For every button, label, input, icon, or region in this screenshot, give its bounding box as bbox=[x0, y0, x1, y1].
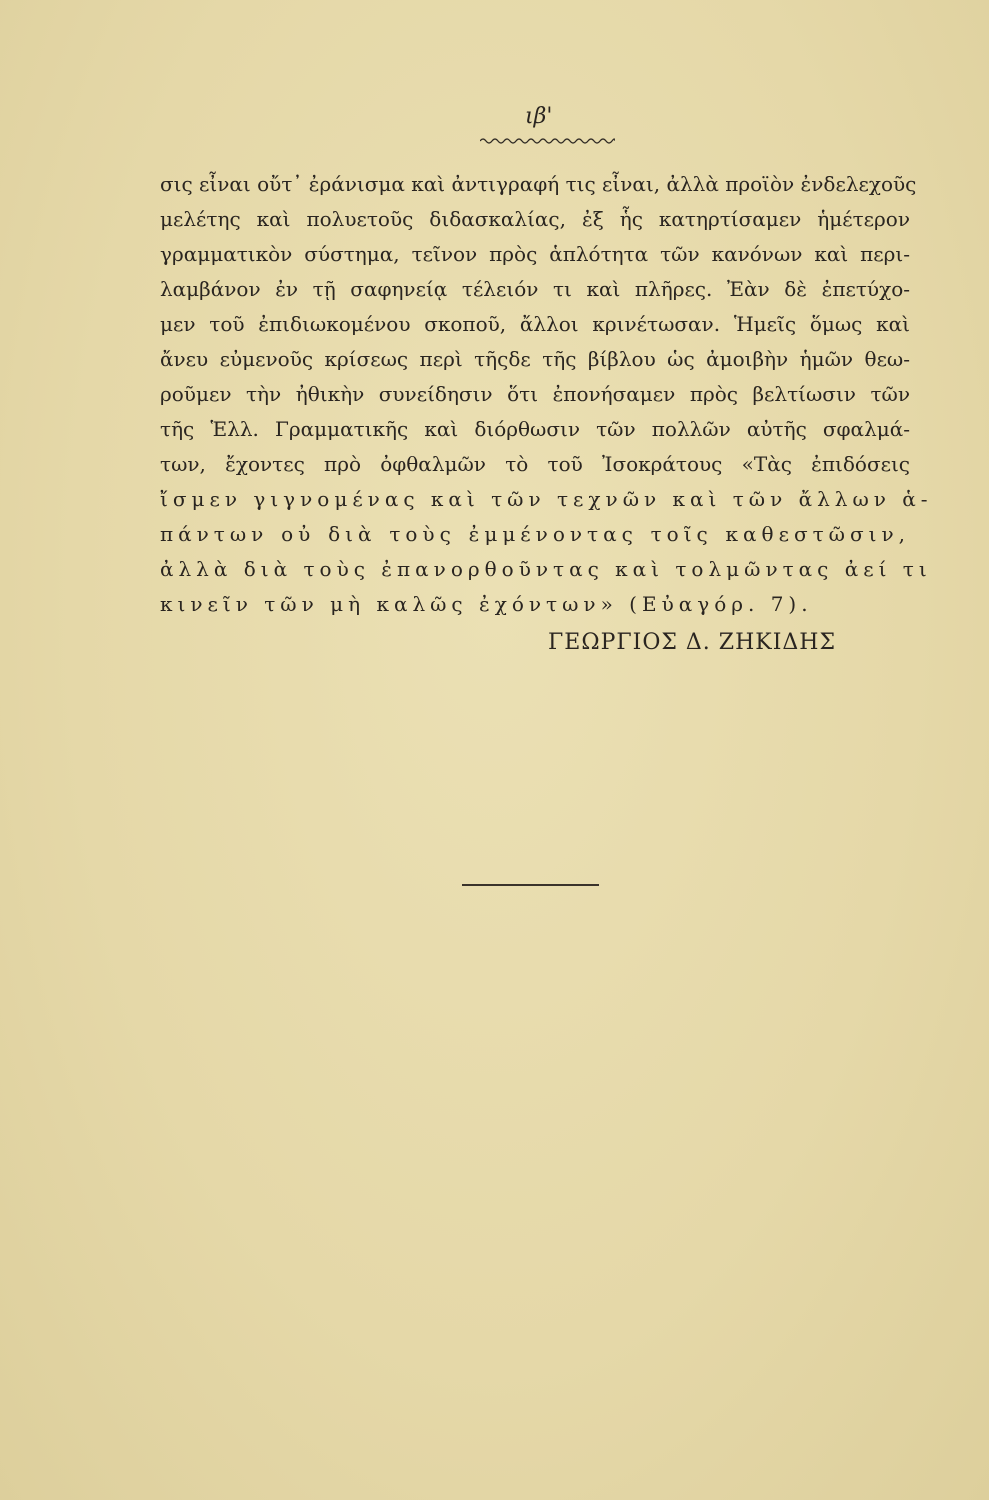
text-line: ἴσμεν γιγνομένας καὶ τῶν τεχνῶν καὶ τῶν ἄλλων ἁ- bbox=[160, 487, 933, 511]
text-line: τῆς Ἑλλ. Γραμματικῆς καὶ διόρθωσιν τῶν πολλῶν αὐτῆς σφαλμά- bbox=[160, 417, 910, 441]
text-line: ροῦμεν τὴν ἠθικὴν συνείδησιν ὅτι ἐπονήσαμεν πρὸς βελτίωσιν τῶν bbox=[160, 382, 910, 406]
author-signature: ΓΕΩΡΓΙΟΣ Δ. ΖΗΚΙΔΗΣ bbox=[548, 630, 837, 655]
text-line: μελέτης καὶ πολυετοῦς διδασκαλίας, ἐξ ἧς κατηρτίσαμεν ἡμέτερον bbox=[160, 207, 910, 231]
text-line: λαμβάνον ἐν τῇ σαφηνείᾳ τέλειόν τι καὶ πλῆρες. Ἐὰν δὲ ἐπετύχο- bbox=[160, 277, 910, 301]
text-line: μεν τοῦ ἐπιδιωκομένου σκοποῦ, ἄλλοι κρινέτωσαν. Ἡμεῖς ὅμως καὶ bbox=[160, 312, 910, 336]
text-line: κινεῖν τῶν μὴ καλῶς ἐχόντων» (Εὐαγόρ. 7). bbox=[160, 592, 813, 616]
text-line: των, ἔχοντες πρὸ ὀφθαλμῶν τὸ τοῦ Ἰσοκράτους «Τὰς ἐπιδόσεις bbox=[160, 452, 910, 476]
page-number: ιβ' bbox=[525, 104, 553, 129]
text-line: πάντων οὐ διὰ τοὺς ἐμμένοντας τοῖς καθεστῶσιν, bbox=[160, 522, 910, 546]
horizontal-rule bbox=[462, 884, 599, 886]
text-line: σις εἶναι οὔτ᾽ ἐράνισμα καὶ ἀντιγραφή τις εἶναι, ἀλλὰ προϊὸν ἐνδελεχοῦς bbox=[160, 172, 917, 196]
text-line: γραμματικὸν σύστημα, τεῖνον πρὸς ἁπλότητα τῶν κανόνων καὶ περι- bbox=[160, 242, 910, 266]
text-line: ἄνευ εὐμενοῦς κρίσεως περὶ τῆςδε τῆς βίβλου ὡς ἀμοιβὴν ἡμῶν θεω- bbox=[160, 347, 910, 371]
text-line: ἀλλὰ διὰ τοὺς ἐπανορθοῦντας καὶ τολμῶντας ἀεί τι bbox=[160, 557, 932, 581]
